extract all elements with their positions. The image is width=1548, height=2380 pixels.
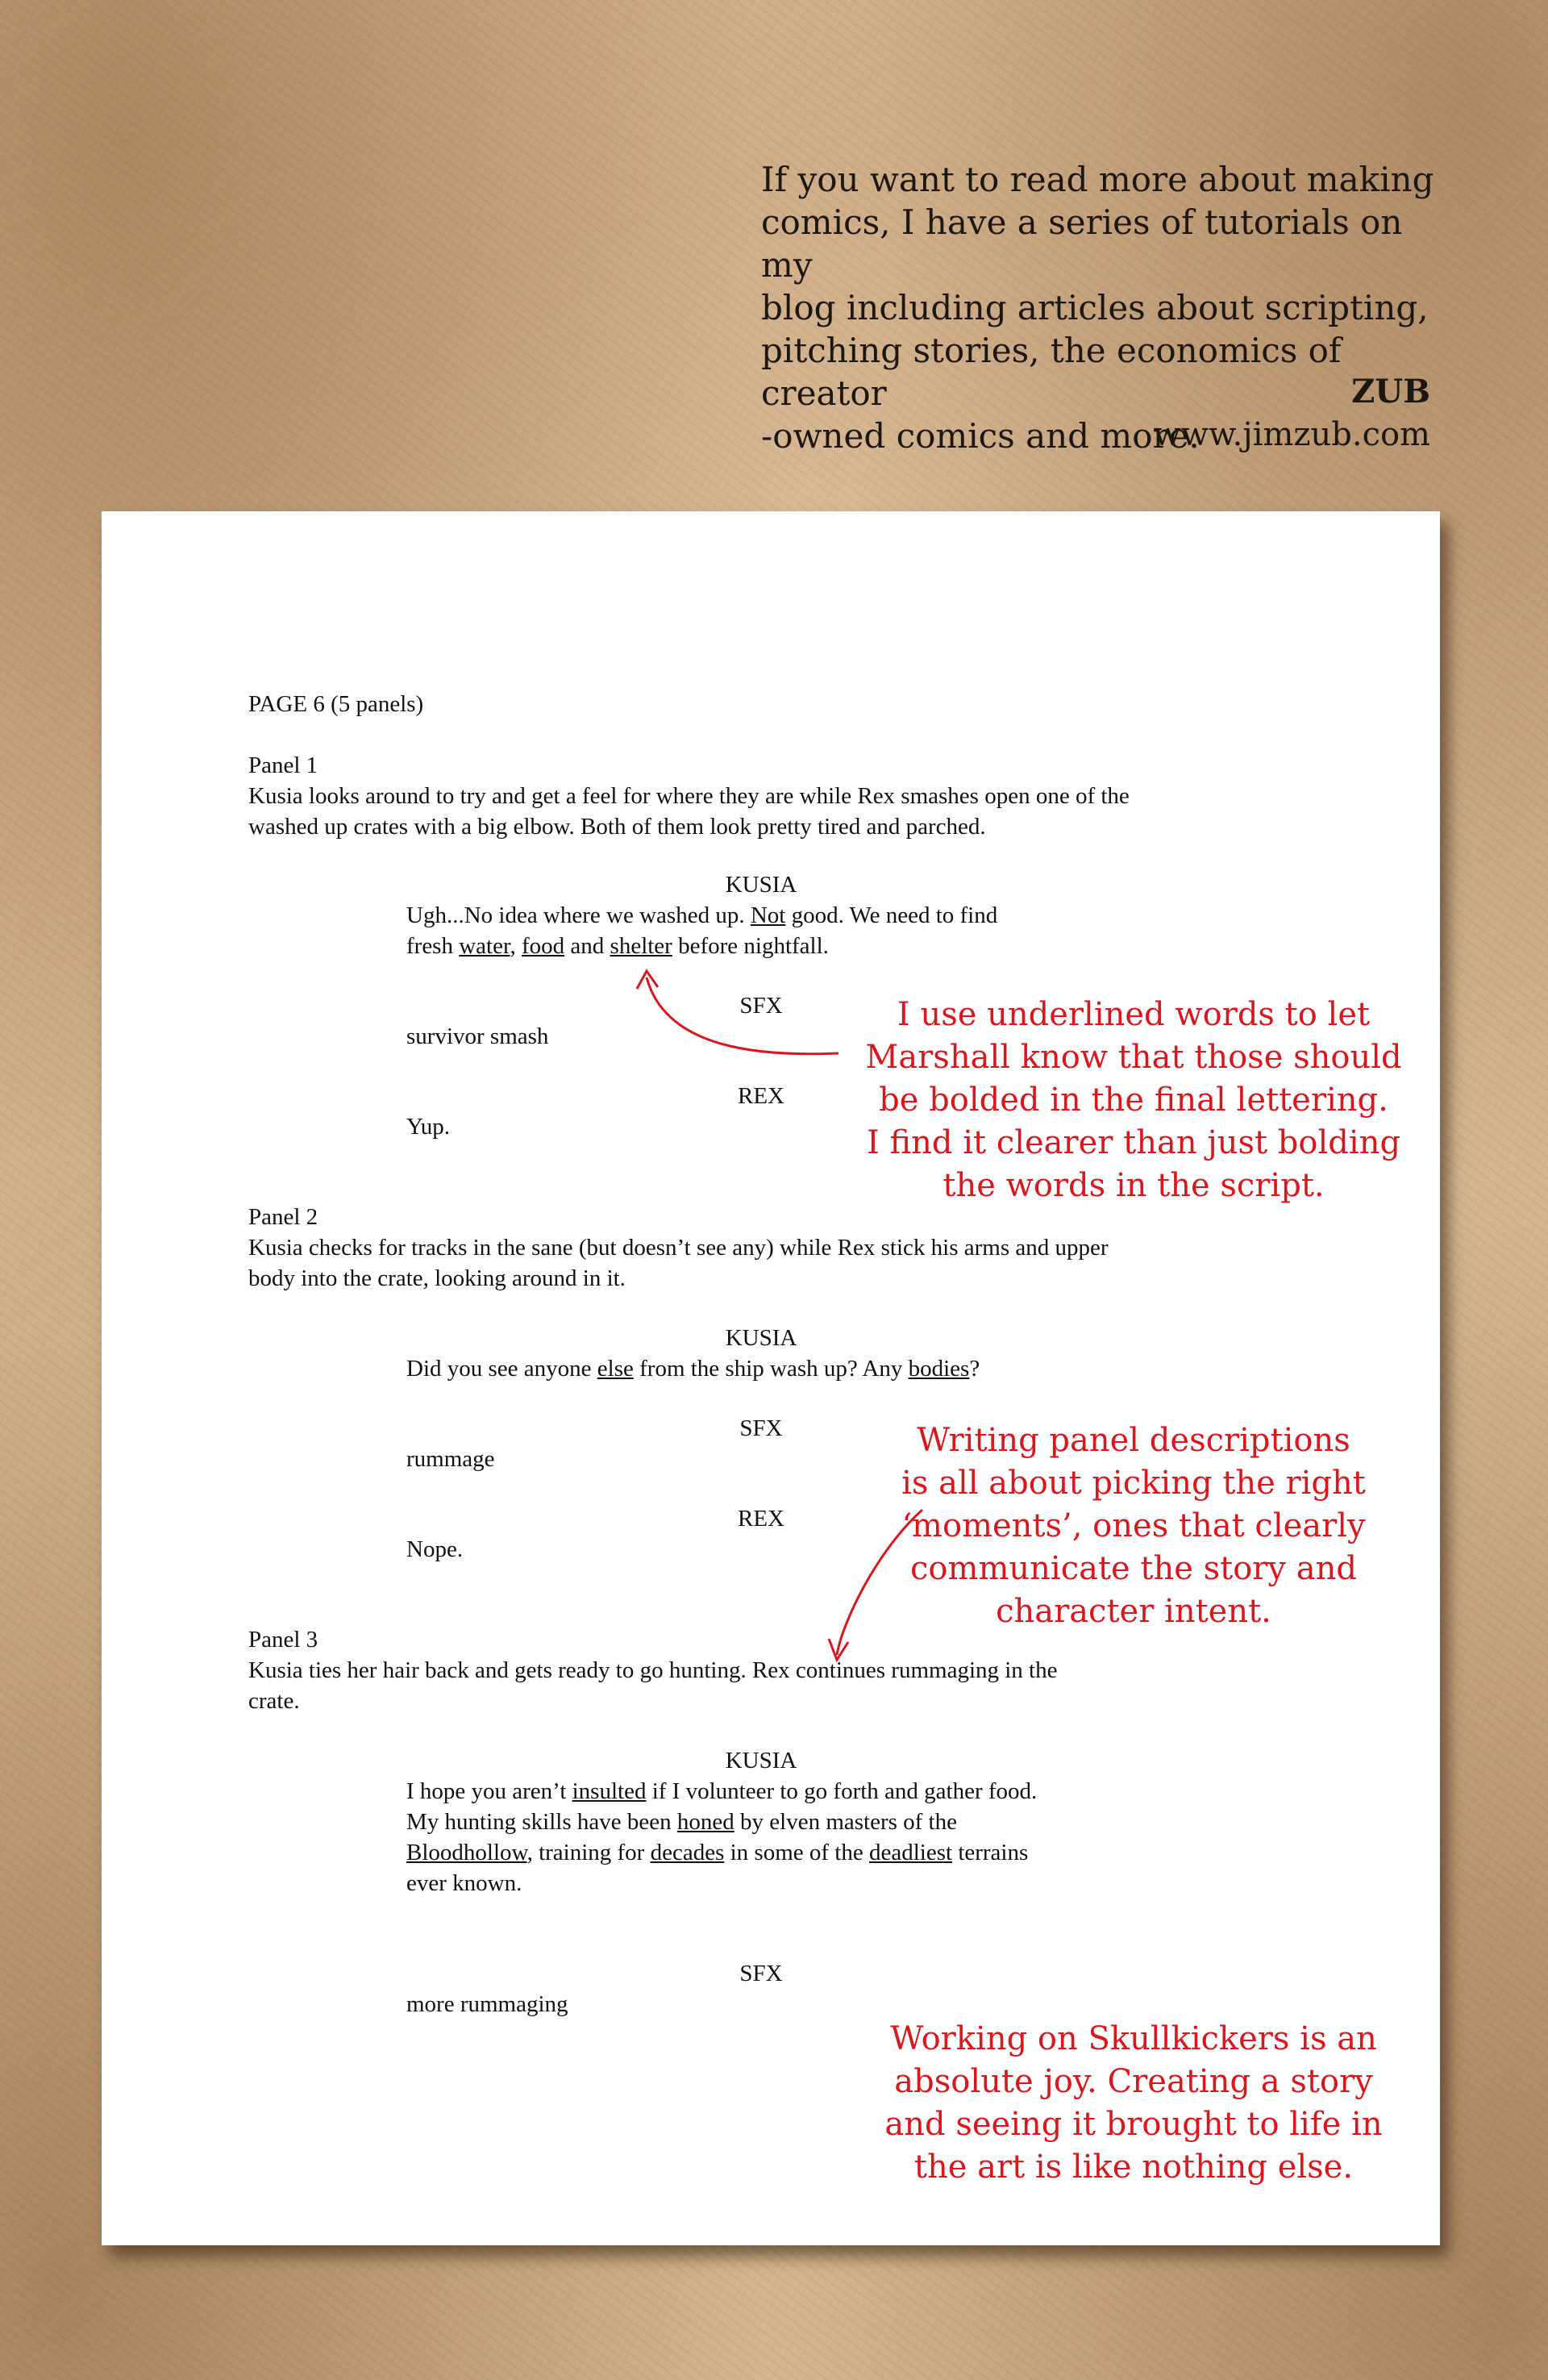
character-cue: REX (738, 1506, 784, 1532)
sfx-text: survivor smash (406, 1023, 549, 1049)
character-cue: KUSIA (725, 1748, 797, 1774)
panel-title: Panel 2 (248, 1204, 318, 1230)
panel-description: Kusia ties her hair back and gets ready to go hunting. Rex continues rummaging in the (248, 1657, 1058, 1683)
dialogue-line: Nope. (406, 1536, 464, 1562)
annotation-underline-note: I use underlined words to let Marshall know that those should be bolded in the final lettering. I find it clearer than just bolding the words in the script. (865, 996, 1402, 1204)
character-cue: REX (738, 1083, 784, 1109)
annotation-joy-note: Working on Skullkickers is an absolute joy. Creating a story and seeing it brought to life in the art is like nothing else. (884, 2020, 1383, 2186)
dialogue-line: fresh water, food and shelter before nightfall. (406, 933, 829, 959)
panel-description: Kusia looks around to try and get a feel for where they are while Rex smashes open one of the (248, 783, 1130, 809)
dialogue-line: ever known. (406, 1870, 522, 1896)
sfx-cue: SFX (739, 1415, 783, 1441)
panel-description: washed up crates with a big elbow. Both of them look pretty tired and parched. (248, 814, 986, 840)
intro-paragraph (761, 158, 1438, 457)
annotation-arrows (102, 511, 1440, 2245)
dialogue-line: My hunting skills have been honed by elven masters of the (406, 1809, 957, 1835)
dialogue-line: Ugh...No idea where we washed up. Not good. We need to find (406, 902, 998, 928)
intro-line: -owned comics and more. (761, 416, 1200, 456)
annotation-moments-note: Writing panel descriptions is all about picking the right ‘moments’, ones that clearly communicate the story and character intent. (901, 1422, 1366, 1630)
panel-description: body into the crate, looking around in it. (248, 1265, 626, 1291)
dialogue-line: Did you see anyone else from the ship wash up? Any bodies? (406, 1356, 980, 1382)
panel-title: Panel 1 (248, 752, 318, 778)
signature: ZUB (1351, 373, 1430, 411)
panel-description: crate. (248, 1688, 300, 1714)
page-header: PAGE 6 (5 panels) (248, 691, 424, 717)
character-cue: KUSIA (725, 1325, 797, 1351)
dialogue-line: Bloodhollow, training for decades in some of the deadliest terrains (406, 1840, 1029, 1865)
sfx-cue: SFX (739, 993, 783, 1019)
website-link: www.jimzub.com (1153, 416, 1430, 453)
intro-line: comics, I have a series of tutorials on my (761, 202, 1403, 285)
script-page (102, 511, 1440, 2245)
sfx-cue: SFX (739, 1961, 783, 1986)
intro-line: pitching stories, the economics of creator (761, 331, 1342, 413)
intro-line: blog including articles about scripting, (761, 288, 1429, 327)
dialogue-line: Yup. (406, 1114, 450, 1140)
arrow-to-underlines-icon (637, 971, 838, 1054)
sfx-text: more rummaging (406, 1991, 568, 2017)
arrow-to-panel3-icon (829, 1510, 922, 1660)
panel-description: Kusia checks for tracks in the sane (but doesn’t see any) while Rex stick his arms and upper (248, 1235, 1109, 1261)
character-cue: KUSIA (725, 872, 797, 898)
dialogue-line: I hope you aren’t insulted if I volunteer to go forth and gather food. (406, 1778, 1038, 1804)
panel-title: Panel 3 (248, 1627, 318, 1653)
sfx-text: rummage (406, 1446, 495, 1472)
intro-line: If you want to read more about making (761, 160, 1434, 199)
